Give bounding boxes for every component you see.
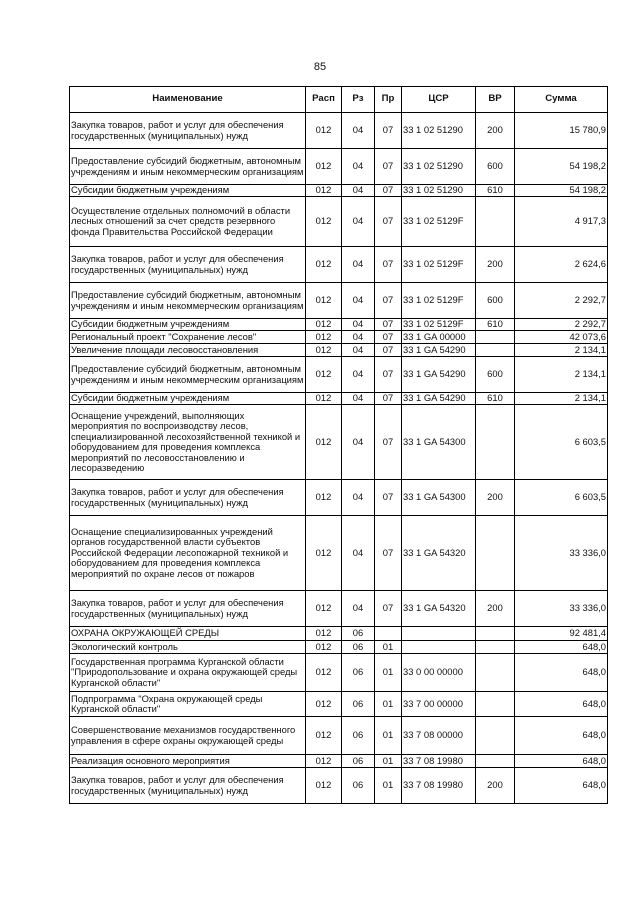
- row-csr: 33 0 00 00000: [402, 654, 476, 692]
- row-rz: 06: [342, 654, 375, 692]
- row-vr: [476, 344, 515, 357]
- row-rz: 04: [342, 357, 375, 393]
- row-rasp: 012: [306, 755, 342, 768]
- row-name: Субсидии бюджетным учреждениям: [70, 393, 306, 405]
- row-name: Субсидии бюджетным учреждениям: [70, 319, 306, 331]
- row-pr: 07: [375, 113, 402, 149]
- row-csr: 33 1 GA 54320: [402, 516, 476, 591]
- row-vr: [476, 627, 515, 641]
- row-name: Закупка товаров, работ и услуг для обеспечения государственных (муниципальных) нужд: [70, 768, 306, 804]
- table-row: [70, 692, 608, 717]
- row-vr: [476, 405, 515, 480]
- row-rz: 06: [342, 627, 375, 641]
- row-sum: 33 336,0: [515, 516, 608, 591]
- row-rz: 06: [342, 768, 375, 804]
- row-csr: 33 7 08 19980: [402, 755, 476, 768]
- table-row: [70, 357, 608, 393]
- row-rasp: 012: [306, 480, 342, 516]
- row-sum: 2 292,7: [515, 283, 608, 319]
- row-rz: 04: [342, 247, 375, 283]
- row-name: Предоставление субсидий бюджетным, автономным учреждениям и иным некоммерческим организациям: [70, 283, 306, 319]
- row-rasp: 012: [306, 692, 342, 717]
- row-pr: 07: [375, 197, 402, 247]
- row-vr: [476, 197, 515, 247]
- row-rasp: 012: [306, 185, 342, 197]
- table-row: [70, 331, 608, 344]
- row-pr: 07: [375, 247, 402, 283]
- row-rz: 04: [342, 283, 375, 319]
- header-pr: Пр: [375, 87, 402, 113]
- row-vr: [476, 755, 515, 768]
- table-row: [70, 319, 608, 331]
- row-csr: [402, 627, 476, 641]
- row-sum: 33 336,0: [515, 591, 608, 627]
- row-csr: 33 1 02 5129F: [402, 319, 476, 331]
- row-sum: 2 624,6: [515, 247, 608, 283]
- row-rasp: 012: [306, 283, 342, 319]
- row-vr: [476, 516, 515, 591]
- row-rz: 04: [342, 516, 375, 591]
- row-csr: 33 7 00 00000: [402, 692, 476, 717]
- row-rasp: 012: [306, 319, 342, 331]
- row-csr: 33 1 02 51290: [402, 149, 476, 185]
- row-csr: 33 1 GA 54300: [402, 480, 476, 516]
- row-csr: 33 1 02 5129F: [402, 283, 476, 319]
- row-rasp: 012: [306, 516, 342, 591]
- table-row: [70, 591, 608, 627]
- row-pr: 01: [375, 654, 402, 692]
- header-rasp: Расп: [306, 87, 342, 113]
- row-pr: 07: [375, 319, 402, 331]
- row-name: Предоставление субсидий бюджетным, автономным учреждениям и иным некоммерческим организациям: [70, 357, 306, 393]
- row-sum: 54 198,2: [515, 149, 608, 185]
- row-sum: 648,0: [515, 654, 608, 692]
- row-pr: 01: [375, 768, 402, 804]
- table-row: [70, 405, 608, 480]
- row-pr: 07: [375, 331, 402, 344]
- row-csr: 33 1 GA 54320: [402, 591, 476, 627]
- row-csr: 33 1 GA 54290: [402, 357, 476, 393]
- row-rz: 04: [342, 480, 375, 516]
- row-pr: 07: [375, 149, 402, 185]
- table-row: [70, 283, 608, 319]
- row-rz: 06: [342, 641, 375, 654]
- row-pr: 07: [375, 393, 402, 405]
- row-name: Оснащение специализированных учреждений органов государственной власти субъектов Российской Федерации лесопожарной техникой и оборудованием для проведения комплекса мероприятий по охране лесов от пожаров: [70, 516, 306, 591]
- table-row: [70, 717, 608, 755]
- row-name: Осуществление отдельных полномочий в области лесных отношений за счет средств резервного фонда Правительства Российской Федерации: [70, 197, 306, 247]
- row-rasp: 012: [306, 591, 342, 627]
- row-name: Реализация основного мероприятия: [70, 755, 306, 768]
- row-name: Государственная программа Курганской области "Природопользование и охрана окружающей среды Курганской области": [70, 654, 306, 692]
- row-csr: 33 1 02 5129F: [402, 247, 476, 283]
- table-row: [70, 344, 608, 357]
- row-csr: [402, 641, 476, 654]
- row-rasp: 012: [306, 768, 342, 804]
- row-rz: 04: [342, 113, 375, 149]
- row-sum: 6 603,5: [515, 480, 608, 516]
- table-row: [70, 768, 608, 804]
- row-rz: 04: [342, 591, 375, 627]
- row-sum: 2 134,1: [515, 357, 608, 393]
- row-pr: 01: [375, 755, 402, 768]
- row-pr: 01: [375, 641, 402, 654]
- row-vr: [476, 654, 515, 692]
- table-row: [70, 113, 608, 149]
- header-csr: ЦСР: [402, 87, 476, 113]
- row-vr: [476, 692, 515, 717]
- row-sum: 42 073,6: [515, 331, 608, 344]
- row-rasp: 012: [306, 149, 342, 185]
- row-rz: 04: [342, 344, 375, 357]
- row-vr: [476, 641, 515, 654]
- row-sum: 648,0: [515, 717, 608, 755]
- row-name: Закупка товаров, работ и услуг для обеспечения государственных (муниципальных) нужд: [70, 480, 306, 516]
- row-pr: 07: [375, 185, 402, 197]
- row-sum: 648,0: [515, 755, 608, 768]
- header-row: [70, 87, 608, 113]
- row-pr: 07: [375, 591, 402, 627]
- row-vr: 610: [476, 185, 515, 197]
- row-sum: 648,0: [515, 692, 608, 717]
- row-vr: 200: [476, 480, 515, 516]
- row-sum: 648,0: [515, 641, 608, 654]
- header-vr: ВР: [476, 87, 515, 113]
- row-sum: 2 134,1: [515, 393, 608, 405]
- table-row: [70, 627, 608, 641]
- table-row: [70, 755, 608, 768]
- row-sum: 15 780,9: [515, 113, 608, 149]
- row-vr: 600: [476, 357, 515, 393]
- row-name: Подпрограмма "Охрана окружающей среды Курганской области": [70, 692, 306, 717]
- table-row: [70, 393, 608, 405]
- row-rasp: 012: [306, 641, 342, 654]
- row-rz: 06: [342, 692, 375, 717]
- row-name: Оснащение учреждений, выполняющих мероприятия по воспроизводству лесов, специализированной лесохозяйственной техникой и оборудованием для проведения комплекса мероприятий по лесовосстановлению и лесоразведению: [70, 405, 306, 480]
- row-sum: 2 134,1: [515, 344, 608, 357]
- row-name: Увеличение площади лесовосстановления: [70, 344, 306, 357]
- row-sum: 648,0: [515, 768, 608, 804]
- row-name: Закупка товаров, работ и услуг для обеспечения государственных (муниципальных) нужд: [70, 591, 306, 627]
- row-vr: 610: [476, 393, 515, 405]
- row-pr: 07: [375, 344, 402, 357]
- table-row: [70, 480, 608, 516]
- row-rz: 04: [342, 149, 375, 185]
- row-pr: 01: [375, 717, 402, 755]
- row-vr: [476, 717, 515, 755]
- row-rz: 04: [342, 319, 375, 331]
- row-pr: 07: [375, 283, 402, 319]
- table-row: [70, 641, 608, 654]
- row-vr: 600: [476, 149, 515, 185]
- row-rz: 04: [342, 197, 375, 247]
- row-name: Экологический контроль: [70, 641, 306, 654]
- row-rasp: 012: [306, 331, 342, 344]
- row-vr: 600: [476, 283, 515, 319]
- table-row: [70, 654, 608, 692]
- row-rz: 04: [342, 393, 375, 405]
- row-csr: 33 7 08 00000: [402, 717, 476, 755]
- row-pr: 07: [375, 480, 402, 516]
- row-pr: 07: [375, 357, 402, 393]
- row-pr: 07: [375, 516, 402, 591]
- row-name: ОХРАНА ОКРУЖАЮЩЕЙ СРЕДЫ: [70, 627, 306, 641]
- row-vr: 200: [476, 113, 515, 149]
- row-name: Совершенствование механизмов государственного управления в сфере охраны окружающей среды: [70, 717, 306, 755]
- row-csr: 33 1 02 5129F: [402, 197, 476, 247]
- row-csr: 33 1 GA 54290: [402, 344, 476, 357]
- row-name: Субсидии бюджетным учреждениям: [70, 185, 306, 197]
- row-vr: 200: [476, 768, 515, 804]
- table-row: [70, 185, 608, 197]
- row-csr: 33 1 GA 00000: [402, 331, 476, 344]
- table-row: [70, 516, 608, 591]
- row-csr: 33 7 08 19980: [402, 768, 476, 804]
- row-name: Предоставление субсидий бюджетным, автономным учреждениям и иным некоммерческим организациям: [70, 149, 306, 185]
- row-pr: 07: [375, 405, 402, 480]
- row-vr: 610: [476, 319, 515, 331]
- row-rz: 06: [342, 755, 375, 768]
- row-sum: 54 198,2: [515, 185, 608, 197]
- row-sum: 6 603,5: [515, 405, 608, 480]
- table-row: [70, 247, 608, 283]
- row-rz: 04: [342, 185, 375, 197]
- header-name: Наименование: [70, 87, 306, 113]
- row-vr: [476, 331, 515, 344]
- row-rasp: 012: [306, 654, 342, 692]
- row-rasp: 012: [306, 197, 342, 247]
- row-csr: 33 1 GA 54290: [402, 393, 476, 405]
- row-rz: 06: [342, 717, 375, 755]
- row-csr: 33 1 02 51290: [402, 113, 476, 149]
- row-pr: 01: [375, 692, 402, 717]
- row-csr: 33 1 02 51290: [402, 185, 476, 197]
- budget-table: [69, 86, 608, 804]
- row-sum: 2 292,7: [515, 319, 608, 331]
- table-row: [70, 197, 608, 247]
- row-csr: 33 1 GA 54300: [402, 405, 476, 480]
- row-rasp: 012: [306, 627, 342, 641]
- row-name: Закупка товаров, работ и услуг для обеспечения государственных (муниципальных) нужд: [70, 247, 306, 283]
- row-rasp: 012: [306, 717, 342, 755]
- row-name: Региональный проект "Сохранение лесов": [70, 331, 306, 344]
- row-rasp: 012: [306, 247, 342, 283]
- row-rz: 04: [342, 331, 375, 344]
- row-rasp: 012: [306, 393, 342, 405]
- row-name: Закупка товаров, работ и услуг для обеспечения государственных (муниципальных) нужд: [70, 113, 306, 149]
- row-sum: 4 917,3: [515, 197, 608, 247]
- row-rasp: 012: [306, 405, 342, 480]
- header-sum: Сумма: [515, 87, 608, 113]
- row-vr: 200: [476, 591, 515, 627]
- row-rasp: 012: [306, 344, 342, 357]
- table-row: [70, 149, 608, 185]
- row-rasp: 012: [306, 357, 342, 393]
- row-rasp: 012: [306, 113, 342, 149]
- row-sum: 92 481,4: [515, 627, 608, 641]
- row-rz: 04: [342, 405, 375, 480]
- page-number: 85: [313, 61, 327, 73]
- row-pr: [375, 627, 402, 641]
- header-rz: Рз: [342, 87, 375, 113]
- row-vr: 200: [476, 247, 515, 283]
